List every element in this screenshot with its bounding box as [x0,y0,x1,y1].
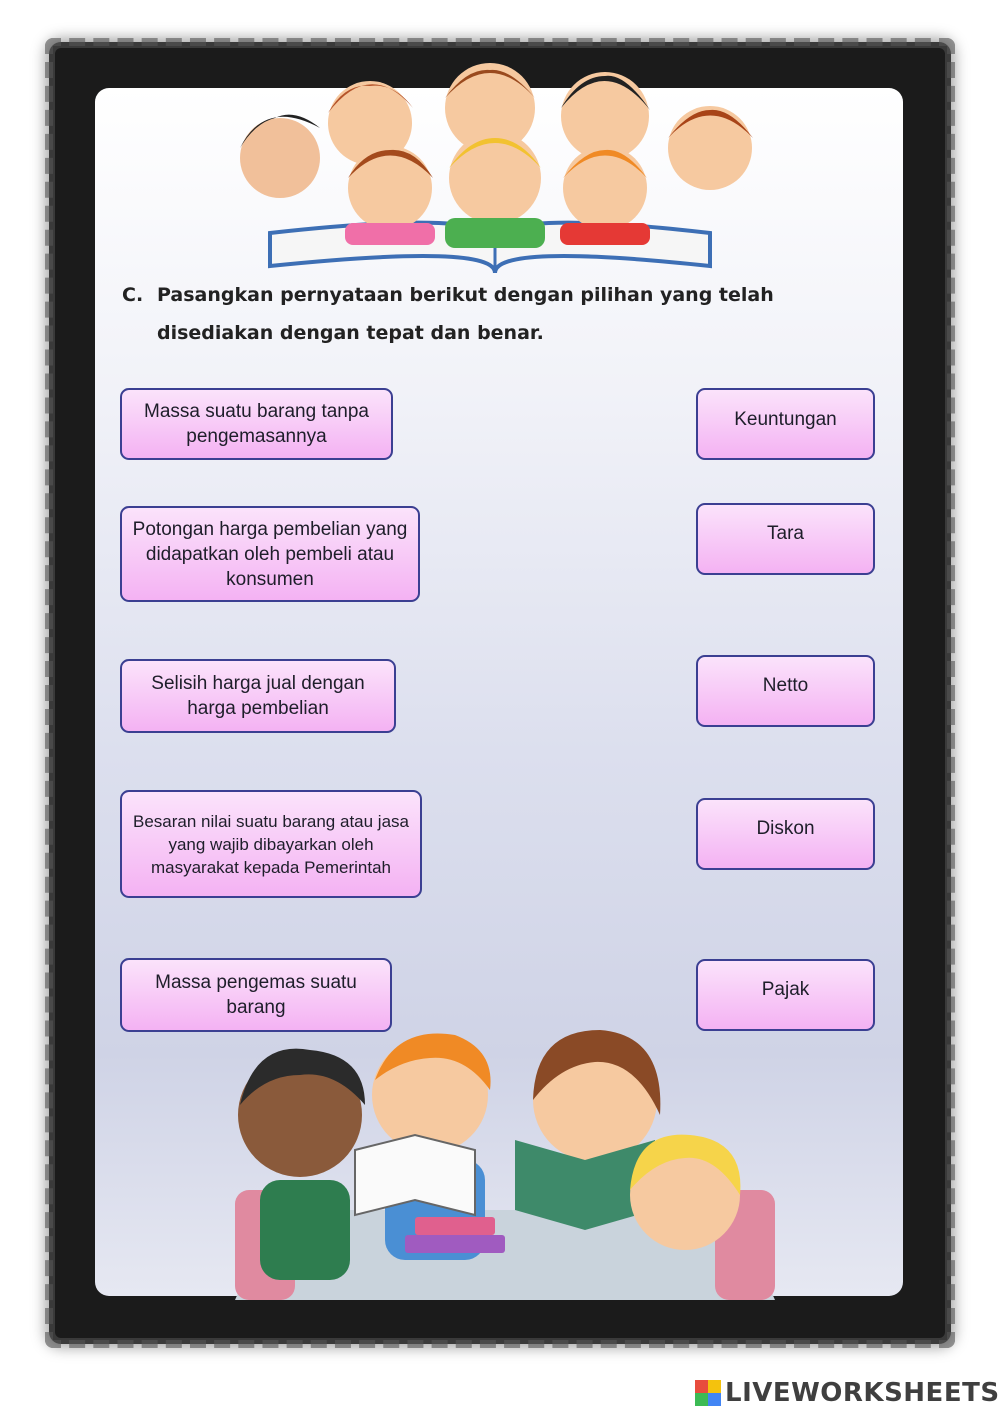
children-studying-illustration-bottom [215,1020,795,1320]
instruction-text [157,276,797,352]
answer-card-keuntungan[interactable]: Keuntungan [696,388,875,460]
liveworksheets-mark-icon [695,1380,721,1406]
instruction-line-1: Pasangkan pernyataan berikut dengan pilihan yang telah [157,284,774,306]
answer-card-diskon[interactable]: Diskon [696,798,875,870]
statement-card-1[interactable]: Massa suatu barang tanpa pengemasannya [120,388,393,460]
statement-card-2[interactable]: Potongan harga pembelian yang didapatkan oleh pembeli atau konsumen [120,506,420,602]
children-reading-illustration-top [205,38,805,278]
instruction-line-2: disediakan dengan tepat dan benar. [157,322,544,344]
answer-card-tara[interactable]: Tara [696,503,875,575]
statement-card-4[interactable]: Besaran nilai suatu barang atau jasa yang wajib dibayarkan oleh masyarakat kepada Pemerintah [120,790,422,898]
liveworksheets-logo [695,1376,1000,1410]
answer-card-netto[interactable]: Netto [696,655,875,727]
answer-card-pajak[interactable]: Pajak [696,959,875,1031]
statement-card-3[interactable]: Selisih harga jual dengan harga pembelian [120,659,396,733]
statement-card-5[interactable]: Massa pengemas suatu barang [120,958,392,1032]
question-number: C. [122,284,144,306]
liveworksheets-wordmark: LIVEWORKSHEETS [725,1378,1000,1408]
